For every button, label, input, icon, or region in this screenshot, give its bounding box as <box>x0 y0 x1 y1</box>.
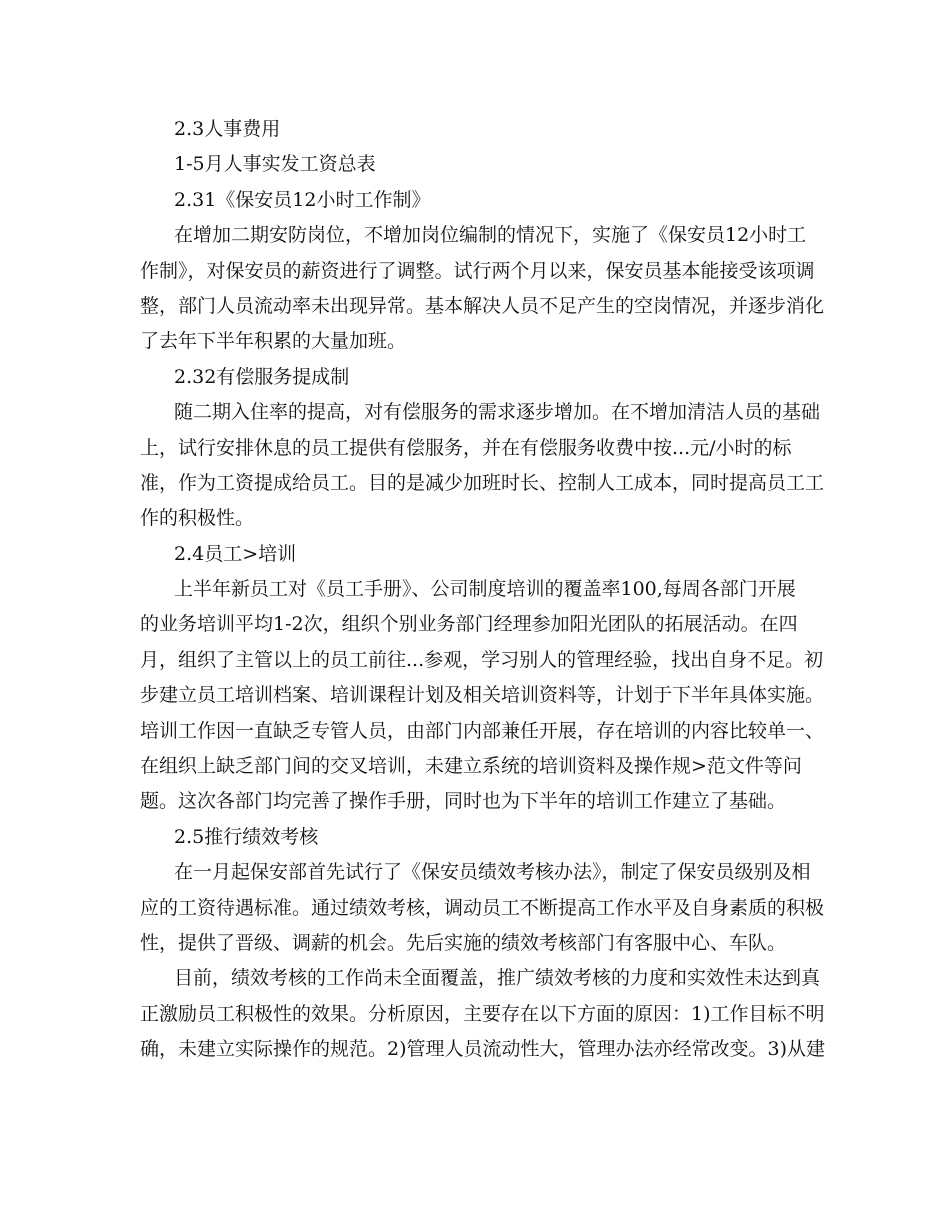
text-line: 2.31《保安员12小时工作制》 <box>174 188 431 211</box>
text-line: 随二期入住率的提高，对有偿服务的需求逐步增加。在不增加清洁人员的基础 <box>174 401 821 424</box>
text-line: 在增加二期安防岗位，不增加岗位编制的情况下，实施了《保安员12小时工 <box>174 224 807 247</box>
text-line: 2.32有偿服务提成制 <box>174 365 350 388</box>
text-line: 培训工作因一直缺乏专管人员，由部门内部兼任开展，存在培训的内容比较单一、 <box>140 719 825 742</box>
text-line: 上，试行安排休息的员工提供有偿服务，并在有偿服务收费中按...元/小时的标 <box>140 436 792 459</box>
text-line: 上半年新员工对《员工手册》、公司制度培训的覆盖率100,每周各部门开展 <box>174 578 796 601</box>
text-line: 步建立员工培训档案、培训课程计划及相关培训资料等，计划于下半年具体实施。 <box>140 684 825 707</box>
document-body <box>140 112 826 1068</box>
text-line: 正激励员工积极性的效果。分析原因，主要存在以下方面的原因：1)工作目标不明 <box>140 1002 825 1025</box>
text-line: 作制》，对保安员的薪资进行了调整。试行两个月以来，保安员基本能接受该项调 <box>140 259 815 282</box>
text-line: 目前，绩效考核的工作尚未全面覆盖，推广绩效考核的力度和实效性未达到真 <box>174 967 821 990</box>
text-line: 在组织上缺乏部门间的交叉培训，未建立系统的培训资料及操作规>范文件等问 <box>140 755 802 778</box>
text-line: 2.5推行绩效考核 <box>174 825 319 848</box>
text-line: 在一月起保安部首先试行了《保安员绩效考核办法》，制定了保安员级别及相 <box>174 861 811 884</box>
text-line: 2.3人事费用 <box>174 118 281 140</box>
text-line: 性，提供了晋级、调薪的机会。先后实施的绩效考核部门有客服中心、车队。 <box>140 931 787 954</box>
text-line: 应的工资待遇标准。通过绩效考核，调动员工不断提高工作水平及自身素质的积极 <box>140 896 825 919</box>
text-line: 题。这次各部门均完善了操作手册，同时也为下半年的培训工作建立了基础。 <box>140 790 787 813</box>
text-line: 确，未建立实际操作的规范。2)管理人员流动性大，管理办法亦经常改变。3)从建 <box>140 1038 826 1061</box>
text-line: 作的积极性。 <box>140 507 255 530</box>
text-line: 的业务培训平均1-2次，组织个别业务部门经理参加阳光团队的拓展活动。在四 <box>140 613 798 636</box>
text-line: 月，组织了主管以上的员工前往...参观，学习别人的管理经验，找出自身不足。初 <box>140 648 824 671</box>
text-line: 1-5月人事实发工资总表 <box>174 153 376 176</box>
text-line: 了去年下半年积累的大量加班。 <box>140 330 407 353</box>
text-line: 2.4员工>培训 <box>174 542 297 565</box>
text-line: 准，作为工资提成给员工。目的是减少加班时长、控制人工成本，同时提高员工工 <box>140 471 825 494</box>
text-line: 整，部门人员流动率未出现异常。基本解决人员不足产生的空岗情况，并逐步消化 <box>140 294 825 317</box>
